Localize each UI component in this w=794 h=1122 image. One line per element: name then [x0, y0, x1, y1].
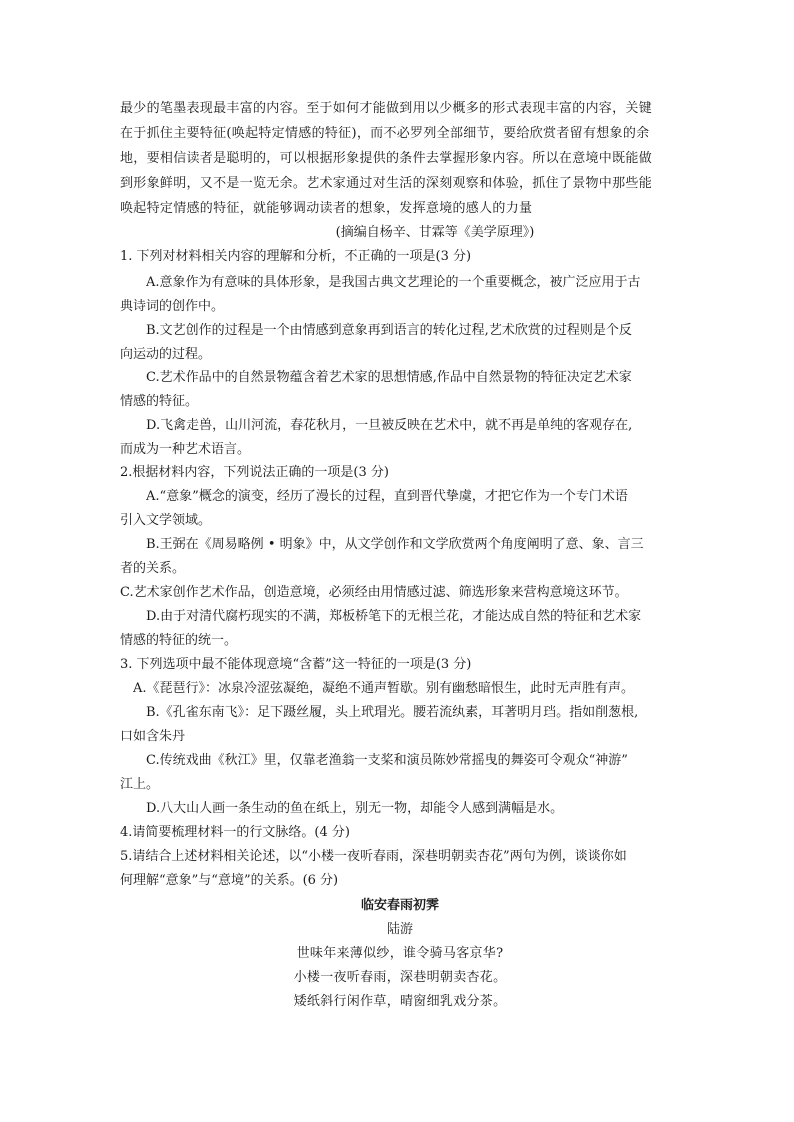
q3-option-b: B.《孔雀东南飞》：足下蹑丝履，头上玳瑁光。腰若流纨素，耳著明月珰。指如削葱根,	[146, 705, 639, 720]
q1-option-a-cont: 典诗词的创作中。	[120, 299, 225, 314]
q2-option-d: D.由于对清代腐朽现实的不满，郑板桥笔下的无根兰花，才能达成自然的特征和艺术家	[146, 609, 642, 624]
poem-line: 小楼一夜听春雨，深巷明朝卖杏花。	[293, 970, 507, 985]
q2-option-a-cont: 引入文学领域。	[120, 513, 212, 528]
q3-option-a: A.《琵琶行》：冰泉冷涩弦凝绝，凝绝不通声暂歇。别有幽愁暗恨生，此时无声胜有声。	[133, 681, 635, 696]
question-1-stem: 1. 下列对材料相关内容的理解和分析，不正确的一项是(3 分)	[120, 249, 472, 264]
passage-source: (摘编自杨辛、甘霖等《美学原理》)	[335, 225, 535, 240]
q2-option-b: B.王弼在《周易略例 • 明象》中，从文学创作和文学欣赏两个角度阐明了意、象、言三	[146, 537, 644, 552]
q1-option-a: A.意象作为有意味的具体形象，是我国古典文艺理论的一个重要概念，被广泛应用于古	[146, 275, 641, 290]
passage-line: 在于抓住主要特征(唤起特定情感的特征)，而不必罗列全部细节，要给欣赏者留有想象的余	[120, 126, 650, 141]
question-3-stem: 3. 下列选项中最不能体现意境“含蓄”这一特征的一项是(3 分)	[120, 657, 472, 672]
poem-line: 矮纸斜行闲作草，晴窗细乳戏分茶。	[293, 994, 507, 1009]
q1-option-b-cont: 向运动的过程。	[120, 347, 212, 362]
q2-option-c: C.艺术家创作艺术作品，创造意境，必须经由用情感过滤、筛选形象来营构意境这环节。	[120, 585, 628, 600]
poem-line: 世味年来薄似纱，谁令骑马客京华?	[296, 946, 504, 961]
q1-option-b: B.文艺创作的过程是一个由情感到意象再到语言的转化过程,艺术欣赏的过程则是个反	[146, 323, 632, 338]
q1-option-c-cont: 情感的特征。	[120, 394, 199, 409]
passage-line: 到形象鲜明，又不是一览无余。艺术家通过对生活的深刻观察和体验，抓住了景物中那些能	[120, 176, 653, 191]
question-4-stem: 4.请简要梳理材料一的行文脉络。(4 分)	[120, 825, 350, 840]
q1-option-c: C.艺术作品中的自然景物蕴含着艺术家的思想情感,作品中自然景物的特征决定艺术家	[146, 370, 632, 385]
q2-option-b-cont: 者的关系。	[120, 561, 186, 576]
q3-option-c-cont: 江上。	[120, 777, 160, 792]
passage-line: 唤起特定情感的特征，就能够调动读者的想象，发挥意境的感人的力量	[120, 201, 533, 216]
q3-option-c: C.传统戏曲《秋江》里，仅靠老渔翁一支桨和演员陈妙常摇曳的舞姿可令观众“神游”	[146, 753, 628, 768]
q1-option-d: D.飞禽走兽，山川河流，春花秋月，一旦被反映在艺术中，就不再是单纯的客观存在,	[146, 418, 633, 433]
q1-option-d-cont: 而成为一种艺术语言。	[120, 442, 251, 457]
passage-line: 最少的笔墨表现最丰富的内容。至于如何才能做到用以少概多的形式表现丰富的内容，关键	[120, 101, 653, 116]
passage-line: 地，要相信读者是聪明的，可以根据形象提供的条件去掌握形象内容。所以在意境中既能做	[120, 151, 653, 166]
q2-option-d-cont: 情感的特征的统一。	[120, 633, 238, 648]
question-2-stem: 2.根据材料内容，下列说法正确的一项是(3 分)	[120, 465, 389, 480]
question-5-stem: 5.请结合上述材料相关论述，以“小楼一夜听春雨，深巷明朝卖杏花”两句为例，谈谈你如	[120, 849, 627, 864]
q2-option-a: A.“意象”概念的演变，经历了漫长的过程，直到晋代挚虞，才把它作为一个专门术语	[146, 489, 628, 504]
poem-author: 陆游	[386, 922, 413, 937]
q3-option-b-cont: 口如含朱丹	[120, 729, 186, 744]
question-5-stem-cont: 何理解“意象”与“意境”的关系。(6 分)	[120, 873, 339, 888]
q3-option-d: D.八大山人画一条生动的鱼在纸上，别无一物，却能令人感到满幅是水。	[146, 801, 564, 816]
poem-title: 临安春雨初霁	[360, 898, 439, 913]
